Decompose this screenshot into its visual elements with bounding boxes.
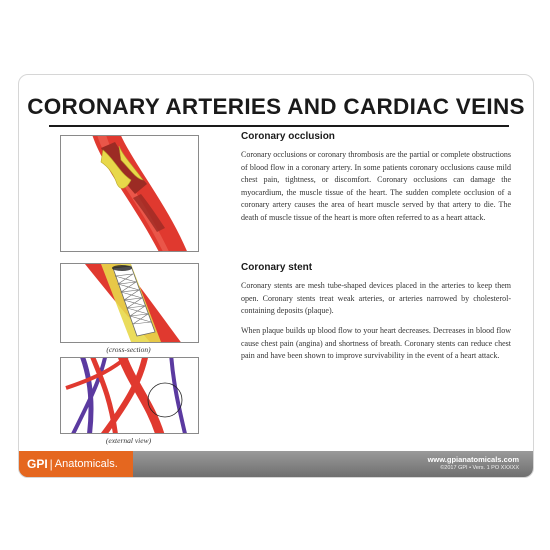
cross-section-caption: (cross-section) xyxy=(106,345,151,354)
section-heading-coronary-stent: Coronary stent xyxy=(241,262,313,273)
brand-prefix: GPI xyxy=(27,457,48,471)
copyright-text: ©2017 GPI • Vers. 1 PO XXXXX xyxy=(440,465,519,471)
footer-bar xyxy=(19,451,533,477)
coronary-stent-paragraph-2: When plaque builds up blood flow to your heart decreases. Decreases in blood flow cause chest pain (angina) and shortness of breath. Coronary stents can reduce chest pain and have been shown to improve survivability in the event of a heart attack. xyxy=(241,326,511,360)
brand-name: Anatomicals. xyxy=(54,458,118,470)
coronary-occlusion-paragraph: Coronary occlusions or coronary thrombosis are the partial or complete obstructions of blood flow in a coronary artery. In some patients coronary occlusions cause mild chest pain, tightness, or discomfort. Coronary occlusions can damage the myocardium, the muscle tissue of the heart. The sudden complete occlusion of a coronary artery causes the area of heart muscle served by that artery to die. The death of muscle tissue of the heart is more often referred to as a heart attack. xyxy=(241,150,511,222)
title-divider xyxy=(49,125,509,127)
occlusion-illustration xyxy=(60,135,199,252)
website-link[interactable]: www.gpianatomicals.com xyxy=(427,455,519,464)
stent-external-view-illustration xyxy=(60,357,199,434)
brand-separator: | xyxy=(49,457,53,471)
brand-logo xyxy=(19,451,133,477)
stent-cross-section-illustration xyxy=(60,263,199,343)
page-title: CORONARY ARTERIES AND CARDIAC VEINS xyxy=(27,94,525,119)
section-heading-coronary-occlusion: Coronary occlusion xyxy=(241,131,335,142)
coronary-stent-paragraph-1: Coronary stents are mesh tube-shaped devices placed in the arteries to keep them open. Coronary stents treat weak arteries, or arteries narrowed by cholesterol-containing deposits (plaque). xyxy=(241,281,511,315)
external-view-caption: (external view) xyxy=(105,436,152,445)
info-card xyxy=(18,74,534,478)
